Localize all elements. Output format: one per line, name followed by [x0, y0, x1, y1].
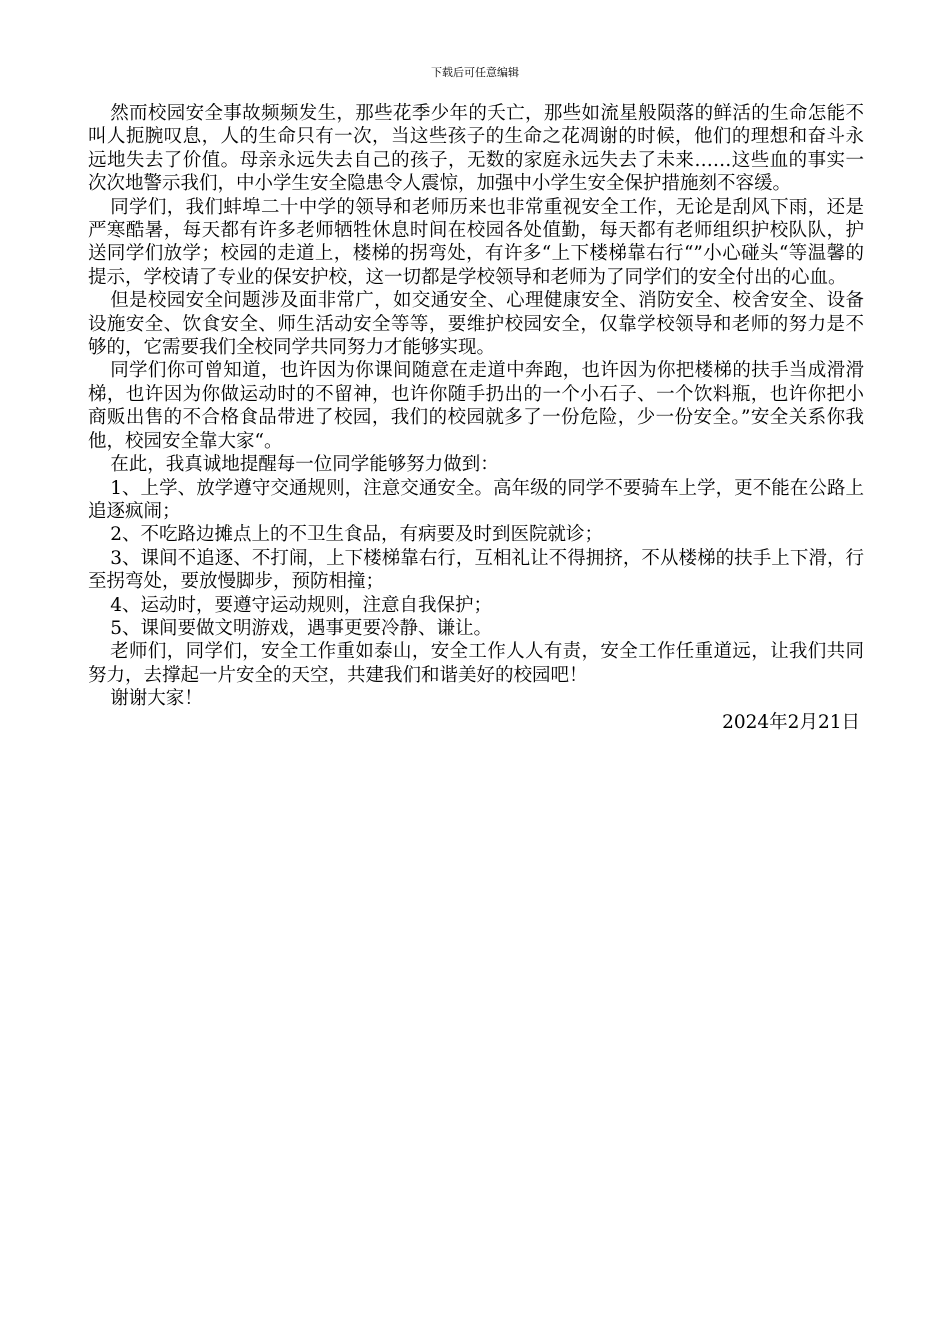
header-note: 下载后可任意编辑 [431, 66, 519, 79]
list-item: 3、课间不追逐、不打闹，上下楼梯靠右行，互相礼让不得拥挤，不从楼梯的扶手上下滑，行至拐弯处，要放慢脚步，预防相撞； [88, 547, 864, 593]
paragraph: 同学们你可曾知道，也许因为你课间随意在走道中奔跑，也许因为你把楼梯的扶手当成滑滑梯，也许因为你做运动时的不留神，也许你随手扔出的一个小石子、一个饮料瓶，也许你把小商贩出售的不合格食品带进了校园，我们的校园就多了一份危险，少一份安全。”安全关系你我他，校园安全靠大家“。 [88, 360, 864, 452]
paragraph: 但是校园安全问题涉及面非常广，如交通安全、心理健康安全、消防安全、校舍安全、设备设施安全、饮食安全、师生活动安全等等，要维护校园安全，仅靠学校领导和老师的努力是不够的，它需要我们全校同学共同努力才能够实现。 [88, 290, 864, 359]
paragraph: 同学们，我们蚌埠二十中学的领导和老师历来也非常重视安全工作，无论是刮风下雨，还是严寒酷暑，每天都有许多老师牺牲休息时间在校园各处值勤，每天都有老师组织护校队队，护送同学们放学；校园的走道上，楼梯的拐弯处，有许多“上下楼梯靠右行“”小心碰头“等温馨的提示，学校请了专业的保安护校，这一切都是学校领导和老师为了同学们的安全付出的心血。 [88, 196, 864, 288]
list-item: 2、不吃路边摊点上的不卫生食品，有病要及时到医院就诊； [110, 524, 603, 546]
closing-paragraph: 老师们，同学们，安全工作重如泰山，安全工作人人有责，安全工作任重道远，让我们共同努力，去撑起一片安全的天空，共建我们和谐美好的校园吧！ [88, 641, 864, 686]
paragraph: 然而校园安全事故频频发生，那些花季少年的夭亡，那些如流星般陨落的鲜活的生命怎能不叫人扼腕叹息，人的生命只有一次，当这些孩子的生命之花凋谢的时候，他们的理想和奋斗永远地失去了价值。母亲永远失去自己的孩子，无数的家庭永远失去了未来……这些血的事实一次次地警示我们，中小学生安全隐患令人震惊，加强中小学生安全保护措施刻不容缓。 [88, 103, 864, 195]
paragraph: 在此，我真诚地提醒每一位同学能够努力做到： [110, 454, 499, 476]
list-item: 5、课间要做文明游戏，遇事更要冷静、谦让。 [110, 617, 492, 639]
thanks-line: 谢谢大家！ [110, 688, 203, 710]
document-date: 2024年2月21日 [722, 711, 860, 733]
list-item: 1、上学、放学遵守交通规则，注意交通安全。高年级的同学不要骑车上学，更不能在公路上追逐疯闹； [88, 477, 864, 522]
document-body [88, 102, 864, 734]
list-item: 4、运动时，要遵守运动规则，注意自我保护； [110, 594, 492, 616]
